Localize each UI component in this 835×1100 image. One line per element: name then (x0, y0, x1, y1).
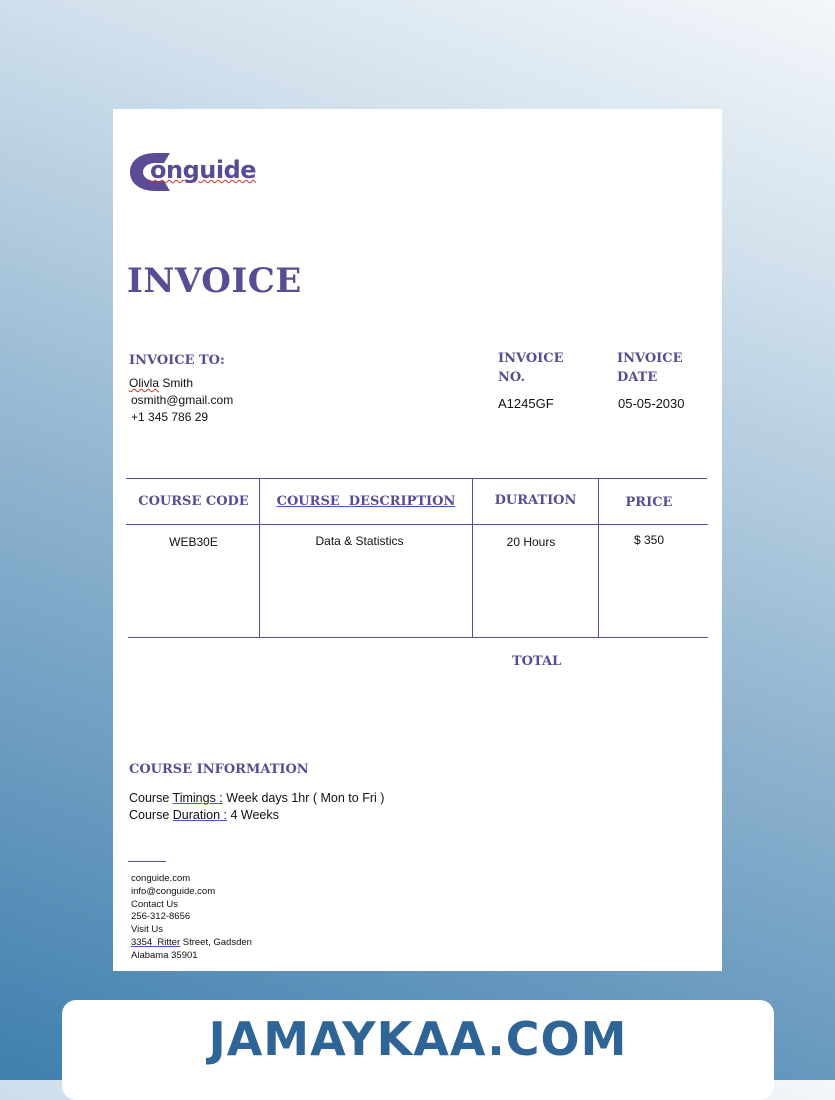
footer-address-line2: Alabama 35901 (131, 949, 198, 961)
watermark-banner (62, 1000, 774, 1100)
invoice-title: INVOICE (127, 261, 302, 301)
logo-wordmark: onguide (150, 156, 257, 184)
footer-contact (131, 873, 252, 963)
invoice-page (113, 109, 722, 971)
table-header-course-code: COURSE CODE (138, 494, 249, 509)
footer-divider (128, 861, 166, 862)
customer-name: Olivla Smith (129, 376, 194, 390)
footer-address-line1: 3354 Ritter Street, Gadsden (131, 936, 252, 948)
customer-phone: +1 345 786 29 (131, 410, 209, 424)
table-cell-price: $ 350 (633, 533, 665, 547)
invoice-no-label (498, 349, 563, 387)
table-cell-duration: 20 Hours (506, 535, 556, 549)
invoice-no-label-line2: NO. (498, 370, 525, 385)
course-info-heading: COURSE INFORMATION (129, 762, 309, 777)
table-cell-description: Data & Statistics (315, 534, 404, 548)
course-duration-line: Course Duration : 4 Weeks (129, 808, 279, 822)
invoice-date-value: 05-05-2030 (618, 396, 685, 411)
course-timings-line: Course Timings : Week days 1hr ( Mon to Fri ) (129, 791, 385, 805)
total-label: TOTAL (512, 654, 562, 669)
table-header-duration: DURATION (494, 493, 577, 508)
footer-contact-label: Contact Us (131, 898, 178, 910)
table-cell-course-code: WEB30E (169, 535, 218, 549)
footer-visit-label: Visit Us (131, 924, 164, 936)
footer-email: info@conguide.com (131, 885, 216, 897)
table-header-course-description: COURSE DESCRIPTION (276, 494, 456, 509)
table-top-border (126, 478, 707, 479)
table-bottom-border (128, 637, 708, 638)
invoice-date-label-line2: DATE (617, 370, 658, 385)
watermark-text: JAMAYKAA.COM (208, 1012, 628, 1066)
invoice-date-label-line1: INVOICE (617, 351, 683, 366)
footer-phone: 256-312-8656 (131, 911, 191, 923)
table-header-divider (126, 524, 708, 525)
invoice-to-label: INVOICE TO: (129, 353, 225, 368)
customer-email: osmith@gmail.com (131, 393, 234, 407)
invoice-no-label-line1: INVOICE (498, 351, 564, 366)
invoice-no-value: A1245GF (498, 396, 554, 411)
footer-website: conguide.com (131, 873, 191, 884)
invoice-date-label (617, 349, 682, 387)
table-header-price: PRICE (625, 495, 673, 510)
